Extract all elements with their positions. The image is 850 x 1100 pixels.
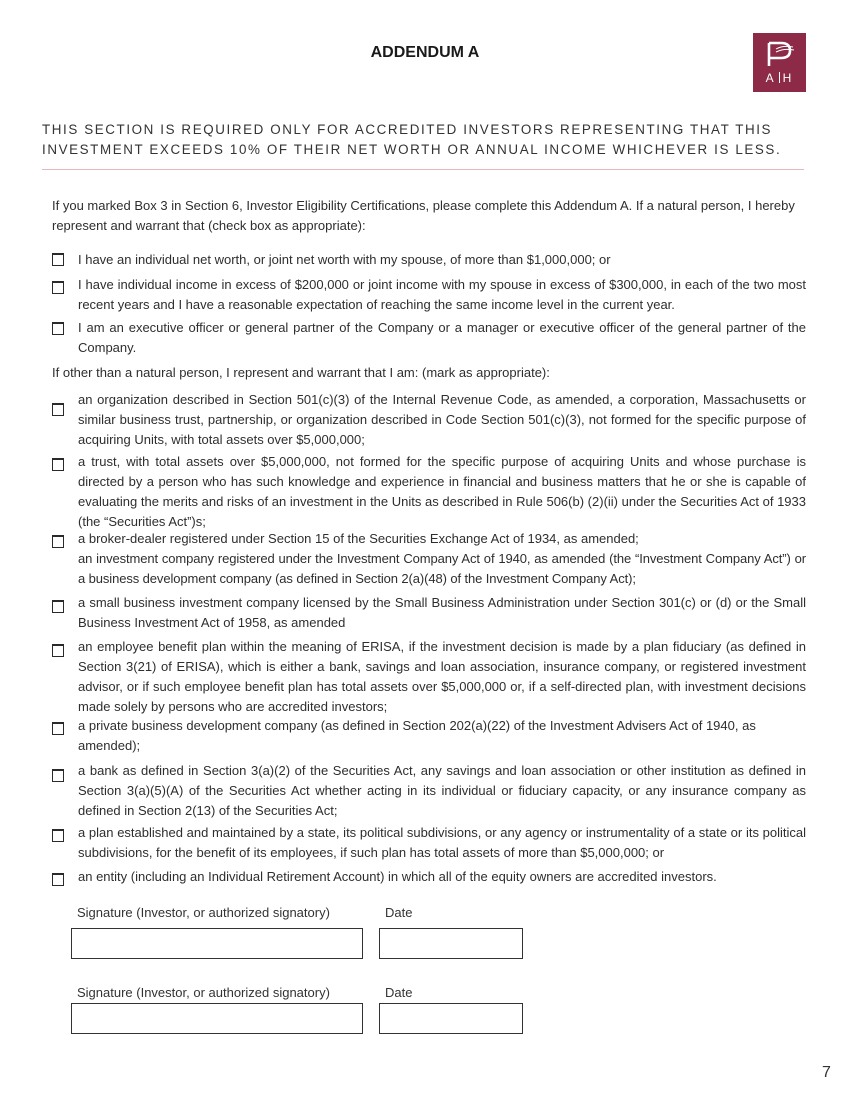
page-title: ADDENDUM A [370, 44, 480, 61]
checkbox[interactable] [52, 722, 64, 735]
checkbox[interactable] [52, 644, 64, 657]
logo-letter-h: H [782, 71, 794, 85]
item-text: a plan established and maintained by a state, its political subdivisions, or any agency or instrumentality of a state or its political subdivisions, for the benefit of its employees, if such plan has total assets of more than $5,000,000; or [78, 825, 806, 860]
item-text: I have individual income in excess of $200,000 or joint income with my spouse in excess of $300,000, in each of the two most recent years and I have a reasonable expectation of reaching the same income level in the current year. [78, 277, 806, 312]
date-label: Date [385, 985, 413, 1000]
item-text: a broker-dealer registered under Section 15 of the Securities Exchange Act of 1934, as amended; [78, 531, 639, 546]
checkbox[interactable] [52, 253, 64, 266]
checkbox[interactable] [52, 403, 64, 416]
item-text: an employee benefit plan within the meaning of ERISA, if the investment decision is made by a plan fiduciary (as defined in Section 3(21) of ERISA), which is either a bank, savings and loan association, insurance company, or registered investment advisor, or if such employee benefit plan has total assets over $5,000,000 or, if a self-directed plan, with investment decisions made solely by persons who are accredited investors; [78, 639, 806, 714]
checkbox[interactable] [52, 535, 64, 548]
item-text: an entity (including an Individual Retirement Account) in which all of the equity owners are accredited investors. [78, 869, 717, 884]
signature-label: Signature (Investor, or authorized signatory) [77, 905, 330, 920]
section-divider [42, 169, 804, 170]
page-number: 7 [822, 1064, 831, 1081]
requirement-notice: THIS SECTION IS REQUIRED ONLY FOR ACCREDITED INVESTORS REPRESENTING THAT THIS INVESTMENT EXCEEDS 10% OF THEIR NET WORTH OR ANNUAL INCOME WHICHEVER IS LESS. [42, 122, 782, 157]
date-label: Date [385, 905, 413, 920]
checkbox[interactable] [52, 322, 64, 335]
signature-field[interactable] [71, 1003, 363, 1034]
checkbox[interactable] [52, 458, 64, 471]
logo-mark-icon [753, 33, 806, 73]
item-text: an organization described in Section 501(c)(3) of the Internal Revenue Code, as amended, a corporation, Massachusetts or similar business trust, partnership, or organization described in Code Section 501(c)(3), not formed for the specific purpose of acquiring Units, with total assets over $5,000,000; [78, 392, 806, 447]
signature-label: Signature (Investor, or authorized signatory) [77, 985, 330, 1000]
item-text: I am an executive officer or general partner of the Company or a manager or executive officer of the general partner of the Company. [78, 320, 806, 355]
checkbox[interactable] [52, 873, 64, 886]
logo-text [753, 71, 806, 85]
checkbox[interactable] [52, 769, 64, 782]
item-text: I have an individual net worth, or joint net worth with my spouse, of more than $1,000,000; or [78, 252, 611, 267]
date-field[interactable] [379, 928, 523, 959]
item-text: an investment company registered under the Investment Company Act of 1940, as amended (the “Investment Company Act”) or a business development company (as defined in Section 2(a)(48) of the Investment Company Act); [78, 551, 806, 586]
date-field[interactable] [379, 1003, 523, 1034]
company-logo [753, 33, 806, 92]
other-intro-text: If other than a natural person, I represent and warrant that I am: (mark as appropriate): [52, 365, 550, 380]
checkbox[interactable] [52, 829, 64, 842]
checkbox[interactable] [52, 600, 64, 613]
item-text: a private business development company (as defined in Section 202(a)(22) of the Investment Advisers Act of 1940, as amended); [78, 718, 756, 753]
intro-text: If you marked Box 3 in Section 6, Investor Eligibility Certifications, please complete this Addendum A. If a natural person, I hereby represent and warrant that (check box as appropriate): [52, 198, 795, 233]
item-text: a trust, with total assets over $5,000,000, not formed for the specific purpose of acquiring Units and whose purchase is directed by a person who has such knowledge and experience in financial and business matters that he or she is capable of evaluating the merits and risks of an investment in the Units as described in Rule 506(b) (2)(ii) under the Securities Act of 1933 (the “Securities Act”)s; [78, 454, 806, 529]
signature-field[interactable] [71, 928, 363, 959]
checkbox[interactable] [52, 281, 64, 294]
item-text: a small business investment company licensed by the Small Business Administration under Section 301(c) or (d) or the Small Business Investment Act of 1958, as amended [78, 595, 806, 630]
logo-letter-a: A [765, 71, 776, 85]
item-text: a bank as defined in Section 3(a)(2) of the Securities Act, any savings and loan association or other institution as defined in Section 3(a)(5)(A) of the Securities Act whether acting in its individual or fiduciary capacity, or any insurance company as defined in Section 2(13) of the Securities Act; [78, 763, 806, 818]
